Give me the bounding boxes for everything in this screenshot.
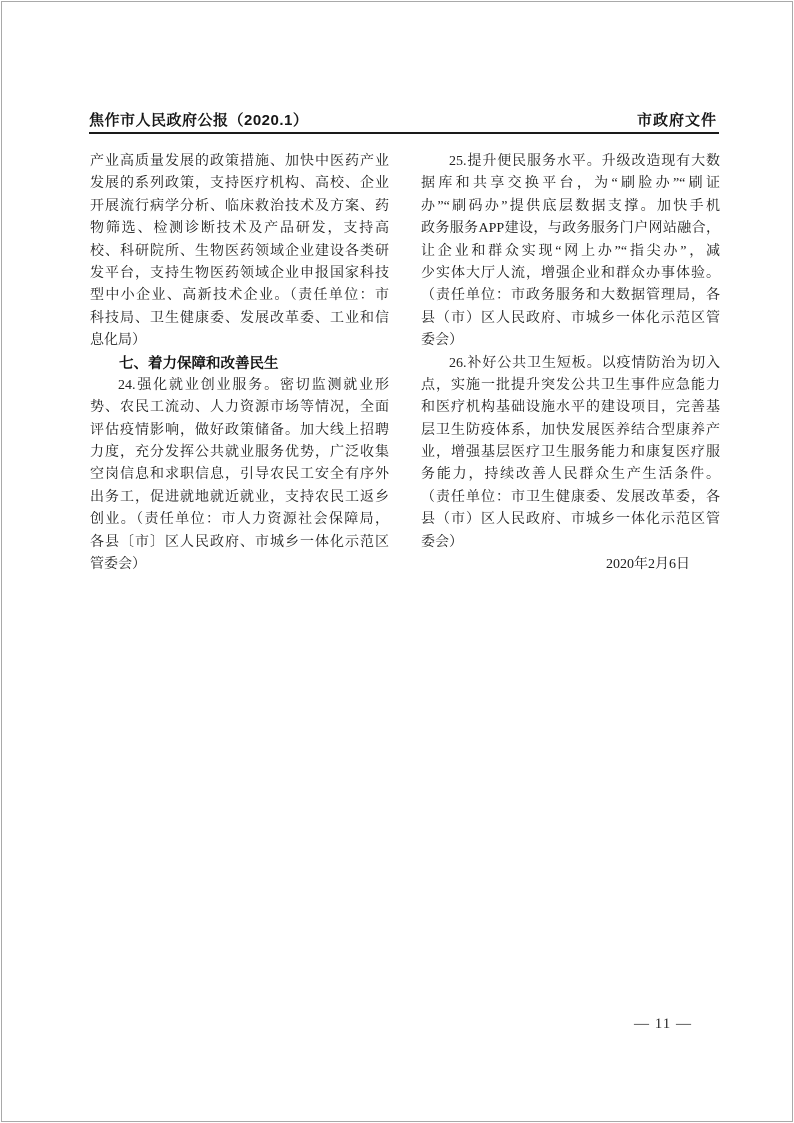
text-segment: 出务工，促进就地就近就业，支持农民工返乡 <box>90 489 389 505</box>
text-line <box>421 375 720 397</box>
text-line <box>90 151 389 173</box>
text-segment: 空岗信息和求职信息，引导农民工安全有序外 <box>90 467 389 483</box>
text-line <box>90 263 389 285</box>
text-segment: （责任单位：市卫生健康委、发展改革委，各 <box>421 489 720 505</box>
text-segment: 务能力，持续改善人民群众生产生活条件。 <box>421 467 720 483</box>
document-category-label: 市政府文件 <box>636 112 717 129</box>
text-line <box>90 509 389 531</box>
text-segment: 发平台，支持生物医药领域企业申报国家科技 <box>90 265 389 281</box>
text-segment: 和医疗机构基础设施水平的建设项目，完善基 <box>421 400 720 416</box>
text-segment: 县（市）区人民政府、市城乡一体化示范区管 <box>421 512 720 528</box>
text-segment: 以疫情防治为切入 <box>601 355 720 371</box>
bulletin-title: 焦作市人民政府公报（2020.1） <box>89 112 309 129</box>
page-number: — 11 — <box>634 1016 692 1032</box>
text-segment: 据库和共享交换平台，为“刷脸办”“刷证 <box>421 176 720 192</box>
text-segment: 委会） <box>421 534 463 550</box>
text-segment: 业，增强基层医疗卫生服务能力和康复医疗服 <box>421 445 720 461</box>
text-line <box>421 285 720 307</box>
text-line <box>90 554 389 576</box>
text-segment: 发展的系列政策，支持医疗机构、高校、企业 <box>90 176 389 192</box>
text-segment: 息化局） <box>90 333 146 349</box>
text-line <box>421 330 720 352</box>
text-line <box>90 173 389 195</box>
text-line <box>421 151 720 173</box>
text-segment: 政务服务APP建设，与政务服务门户网站融合， <box>421 221 720 237</box>
text-line <box>90 196 389 218</box>
text-column-left <box>90 151 389 576</box>
gazette-page <box>1 1 793 1122</box>
text-segment: 创业。 <box>90 512 137 528</box>
text-line <box>421 263 720 285</box>
text-segment: 各县〔市〕区人民政府、市城乡一体化示范区 <box>90 534 389 550</box>
text-segment: 25.提升便民服务水平。 <box>449 154 602 169</box>
text-line <box>421 554 720 576</box>
text-column-right <box>421 151 720 576</box>
text-line <box>421 397 720 419</box>
text-line <box>90 420 389 442</box>
text-segment: （责任单位：市政务服务和大数据管理局，各 <box>421 288 720 304</box>
text-line <box>90 285 389 307</box>
text-segment: 力度，充分发挥公共就业服务优势，广泛收集 <box>90 445 389 461</box>
text-line <box>421 487 720 509</box>
text-line <box>421 241 720 263</box>
text-segment: 办”“刷码办”提供底层数据支撑。加快手机 <box>421 198 720 214</box>
text-segment: 物筛选、检测诊断技术及产品研发，支持高 <box>90 221 389 237</box>
text-line <box>421 532 720 554</box>
text-segment: 少实体大厅人流，增强企业和群众办事体验。 <box>421 265 720 281</box>
text-line <box>421 196 720 218</box>
text-segment: 升级改造现有大数 <box>601 154 720 169</box>
section-heading <box>90 353 389 375</box>
text-line <box>421 420 720 442</box>
text-line <box>90 442 389 464</box>
text-segment: 26.补好公共卫生短板。 <box>449 355 602 371</box>
text-line <box>90 397 389 419</box>
text-segment: （责任单位：市 <box>289 288 389 304</box>
text-line <box>421 308 720 330</box>
text-segment: 产业高质量发展的政策措施、加快中医药产业 <box>90 154 389 169</box>
text-segment: 让企业和群众实现“网上办”“指尖办”，减 <box>421 243 720 259</box>
text-segment: 委会） <box>421 333 463 349</box>
text-line <box>90 487 389 509</box>
text-segment: 科技局、卫生健康委、发展改革委、工业和信 <box>90 310 389 326</box>
text-segment: 管委会） <box>90 557 146 573</box>
text-segment: 县（市）区人民政府、市城乡一体化示范区管 <box>421 310 720 326</box>
text-line <box>421 218 720 240</box>
text-line <box>90 308 389 330</box>
text-line <box>90 464 389 486</box>
text-segment: 势、农民工流动、人力资源市场等情况，全面 <box>90 400 389 416</box>
text-line <box>90 375 389 397</box>
text-segment: 密切监测就业形 <box>279 377 389 393</box>
text-segment: 开展流行病学分析、临床救治技术及方案、药 <box>90 198 389 214</box>
text-line <box>421 464 720 486</box>
text-segment: 点，实施一批提升突发公共卫生事件应急能力 <box>421 377 720 393</box>
text-segment: 24.强化就业创业服务。 <box>118 377 280 393</box>
text-line <box>90 532 389 554</box>
text-segment: 2020年2月6日 <box>606 557 690 573</box>
text-segment: 评估疫情影响，做好政策储备。加大线上招聘 <box>90 422 389 438</box>
text-line <box>421 509 720 531</box>
text-segment: （责任单位：市人力资源社会保障局， <box>136 512 389 528</box>
text-line <box>90 218 389 240</box>
text-line <box>90 241 389 263</box>
text-line <box>421 353 720 375</box>
text-segment: 型中小企业、高新技术企业。 <box>90 288 290 304</box>
text-line <box>421 442 720 464</box>
text-segment: 七、着力保障和改善民生 <box>119 355 279 372</box>
text-segment: 校、科研院所、生物医药领域企业建设各类研 <box>90 243 389 259</box>
text-line <box>90 330 389 352</box>
text-line <box>421 173 720 195</box>
header-rule <box>89 132 719 134</box>
text-segment: 层卫生防疫体系，加快发展医养结合型康养产 <box>421 422 720 438</box>
